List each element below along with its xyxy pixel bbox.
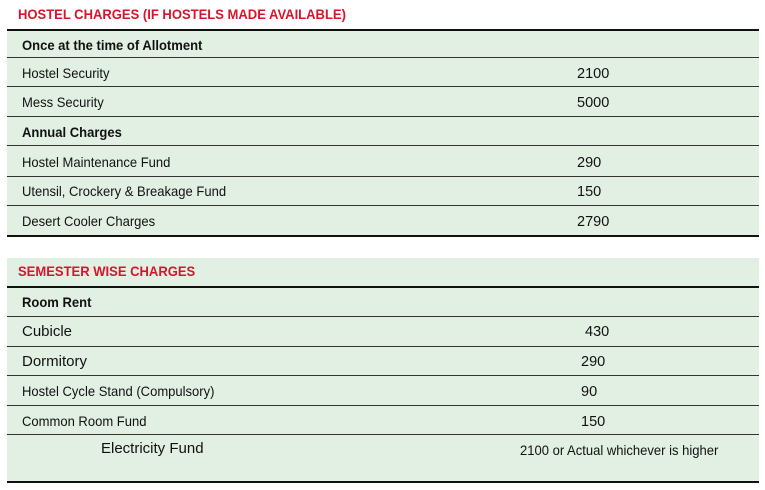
row-value-hostel-security: 2100 (577, 66, 610, 82)
row-divider (7, 86, 759, 87)
table-bottom-rule (7, 481, 759, 483)
row-label-utensil: Utensil, Crockery & Breakage Fund (22, 183, 227, 199)
row-divider (7, 176, 759, 177)
row-label-cubicle: Cubicle (22, 323, 73, 340)
row-divider (7, 145, 759, 146)
row-value-cooler: 2790 (577, 214, 610, 230)
row-value-cycle-stand: 90 (581, 384, 598, 400)
section-title-semester-charges: SEMESTER WISE CHARGES (18, 263, 196, 279)
row-divider (7, 116, 759, 117)
row-label-dormitory: Dormitory (22, 353, 88, 370)
row-value-utensil: 150 (577, 184, 602, 200)
row-label-mess-security: Mess Security (22, 94, 104, 110)
row-divider (7, 205, 759, 206)
row-value-electricity: 2100 or Actual whichever is higher (520, 442, 719, 458)
row-label-electricity: Electricity Fund (101, 440, 204, 457)
row-divider (7, 316, 759, 317)
table-bottom-rule (7, 235, 759, 237)
row-divider (7, 57, 759, 58)
row-label-maintenance: Hostel Maintenance Fund (22, 154, 171, 170)
table-top-rule (7, 29, 759, 31)
row-value-common-room: 150 (581, 414, 606, 430)
group-heading-annual: Annual Charges (22, 124, 122, 140)
row-value-dormitory: 290 (581, 354, 606, 370)
row-divider (7, 346, 759, 347)
row-label-common-room: Common Room Fund (22, 413, 147, 429)
section-title-hostel-charges: HOSTEL CHARGES (IF HOSTELS MADE AVAILABLE) (18, 6, 346, 22)
group-heading-room-rent: Room Rent (22, 294, 92, 310)
row-value-mess-security: 5000 (577, 95, 610, 111)
row-label-hostel-security: Hostel Security (22, 65, 110, 81)
table-top-rule (7, 286, 759, 288)
row-label-cooler: Desert Cooler Charges (22, 213, 156, 229)
row-label-cycle-stand: Hostel Cycle Stand (Compulsory) (22, 383, 215, 399)
row-divider (7, 405, 759, 406)
group-heading-allotment: Once at the time of Allotment (22, 37, 203, 53)
row-divider (7, 434, 759, 435)
row-value-maintenance: 290 (577, 155, 602, 171)
row-divider (7, 375, 759, 376)
row-value-cubicle: 430 (585, 324, 610, 340)
